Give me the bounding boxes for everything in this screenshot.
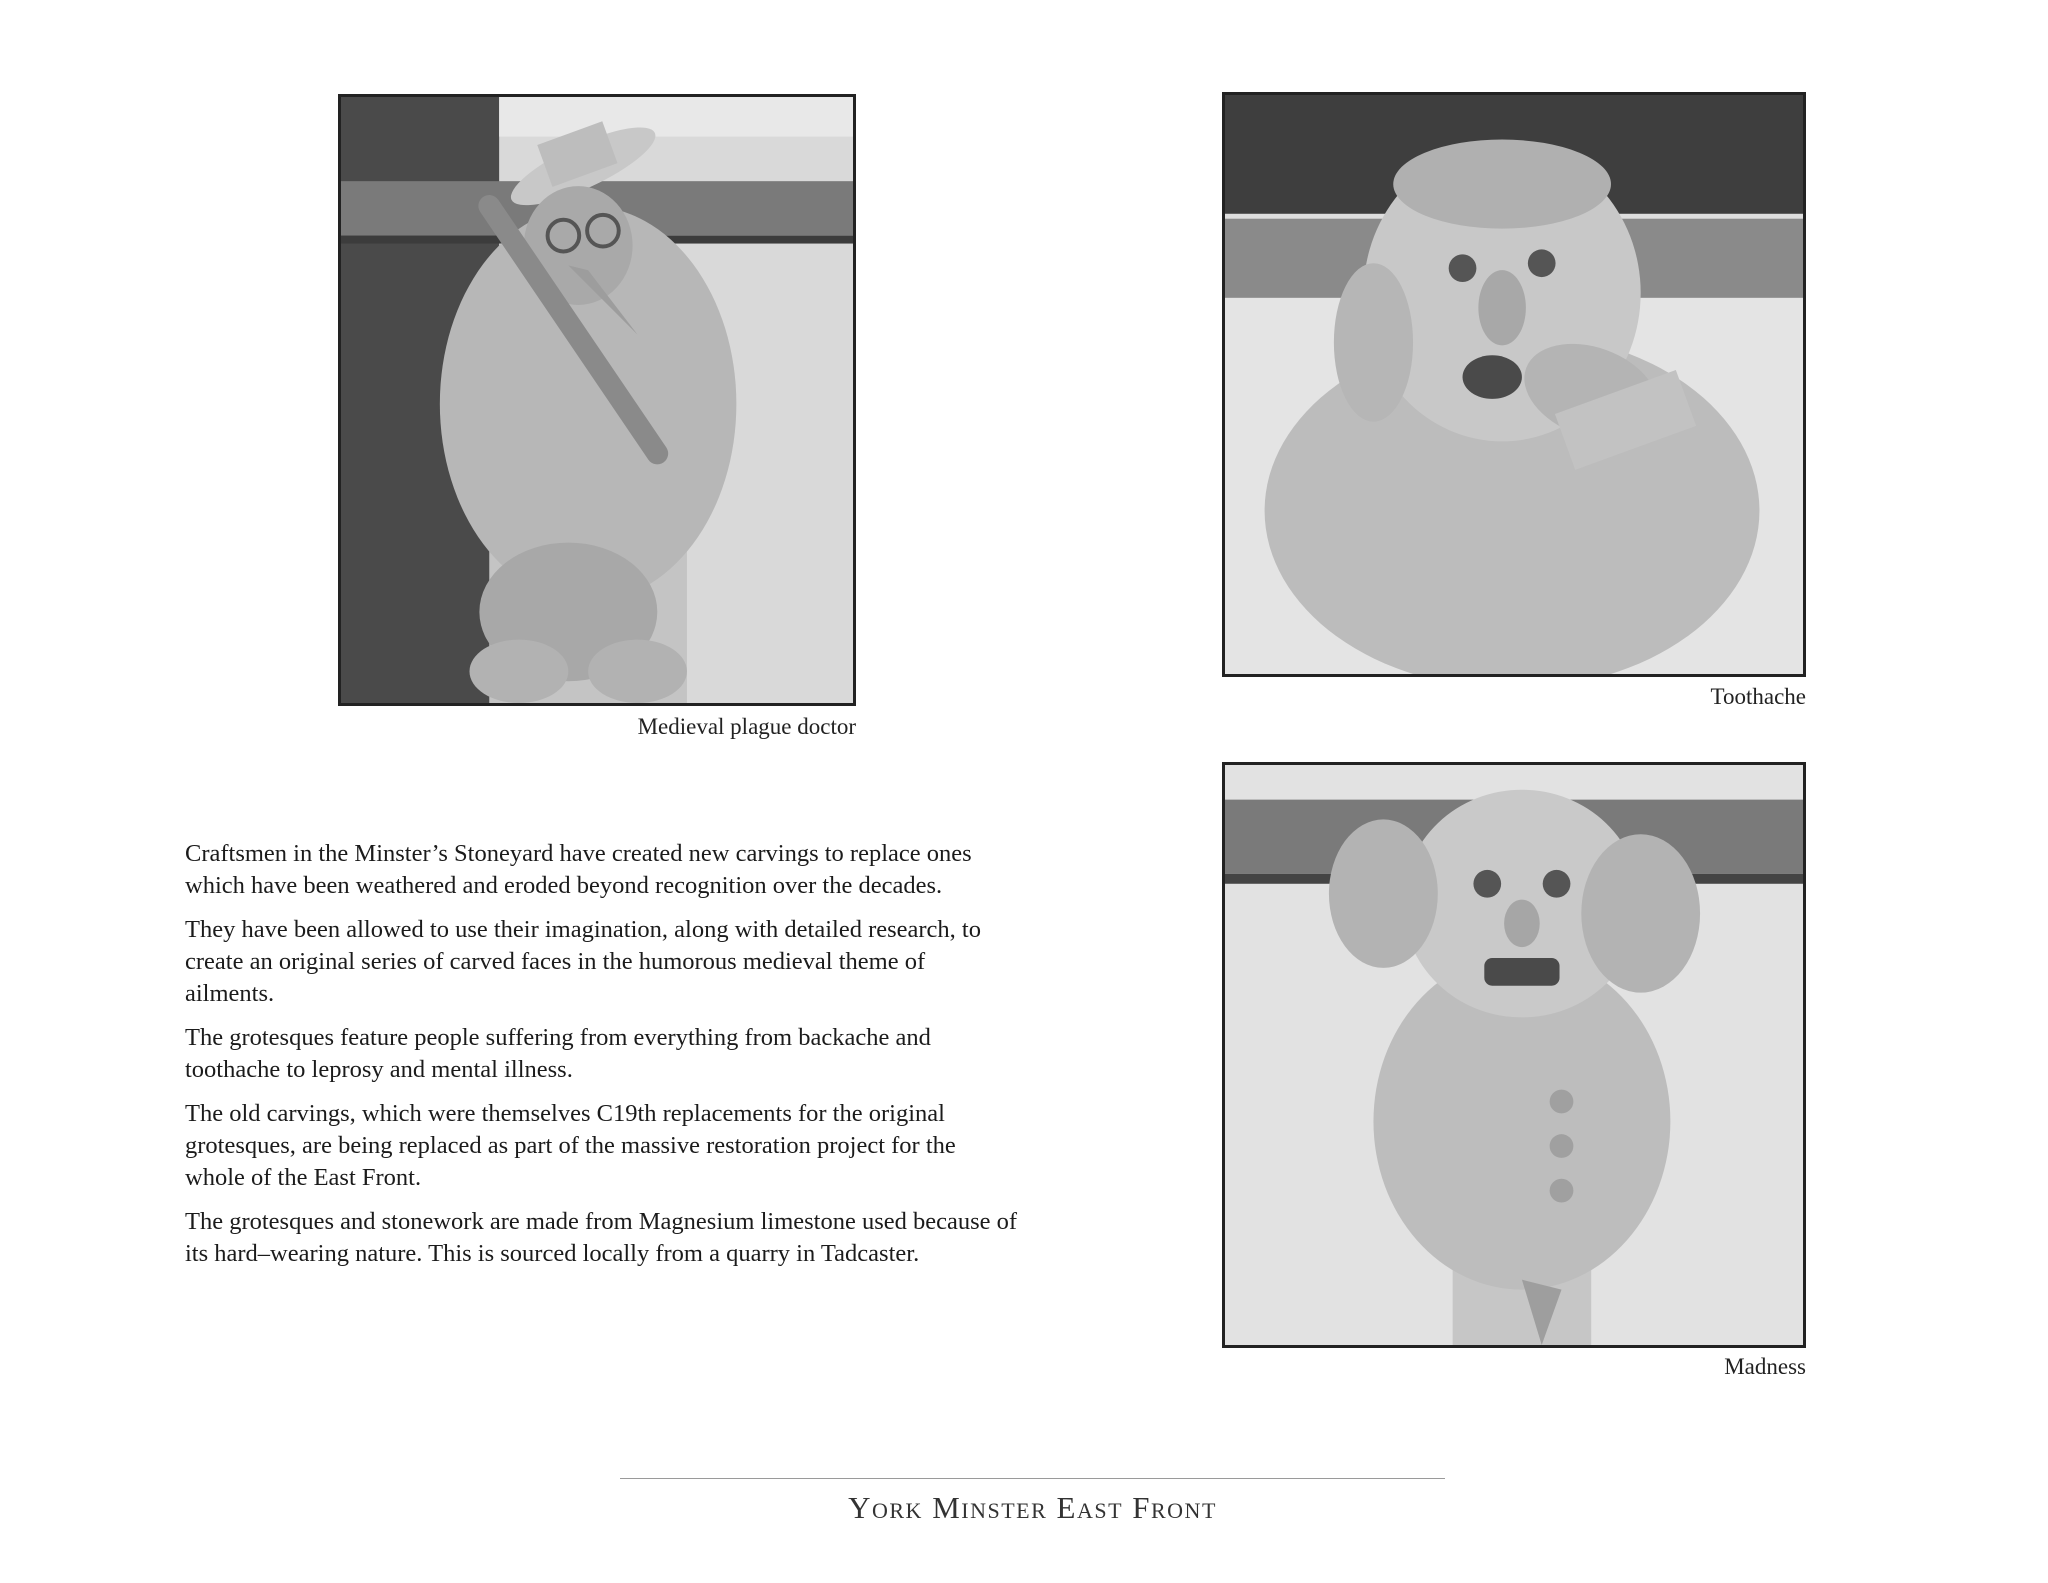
toothache-caption: Toothache [1710,684,1806,709]
madness-grotesque-icon [1225,765,1803,1345]
paragraph: The grotesques feature people suffering from everything from backache and toothache to leprosy and mental illness. [185,1024,931,1083]
footer-title: York Minster East Front [848,1490,1217,1525]
plague-doctor-caption: Medieval plague doctor [637,714,856,739]
paragraph: The grotesques and stonework are made from Magnesium limestone used because of its hard–wearing nature. This is sourced locally from a quarry in Tadcaster. [185,1208,1018,1267]
toothache-grotesque-icon [1225,95,1803,674]
plague-doctor-photo [338,94,856,706]
paragraph: They have been allowed to use their imagination, along with detailed research, to create an original series of carved faces in the humorous medieval theme of ailments. [185,916,981,1007]
toothache-photo [1222,92,1806,677]
paragraph: Craftsmen in the Minster’s Stoneyard have created new carvings to replace ones which have been weathered and eroded beyond recognition over the decades. [185,840,972,899]
footer-divider [620,1478,1445,1479]
madness-caption: Madness [1724,1354,1806,1379]
plague-doctor-grotesque-icon [341,97,853,703]
paragraph: The old carvings, which were themselves C19th replacements for the original grotesques, are being replaced as part of the massive restoration project for the whole of the East Front. [185,1100,956,1191]
madness-photo [1222,762,1806,1348]
article-body [185,838,1020,1282]
